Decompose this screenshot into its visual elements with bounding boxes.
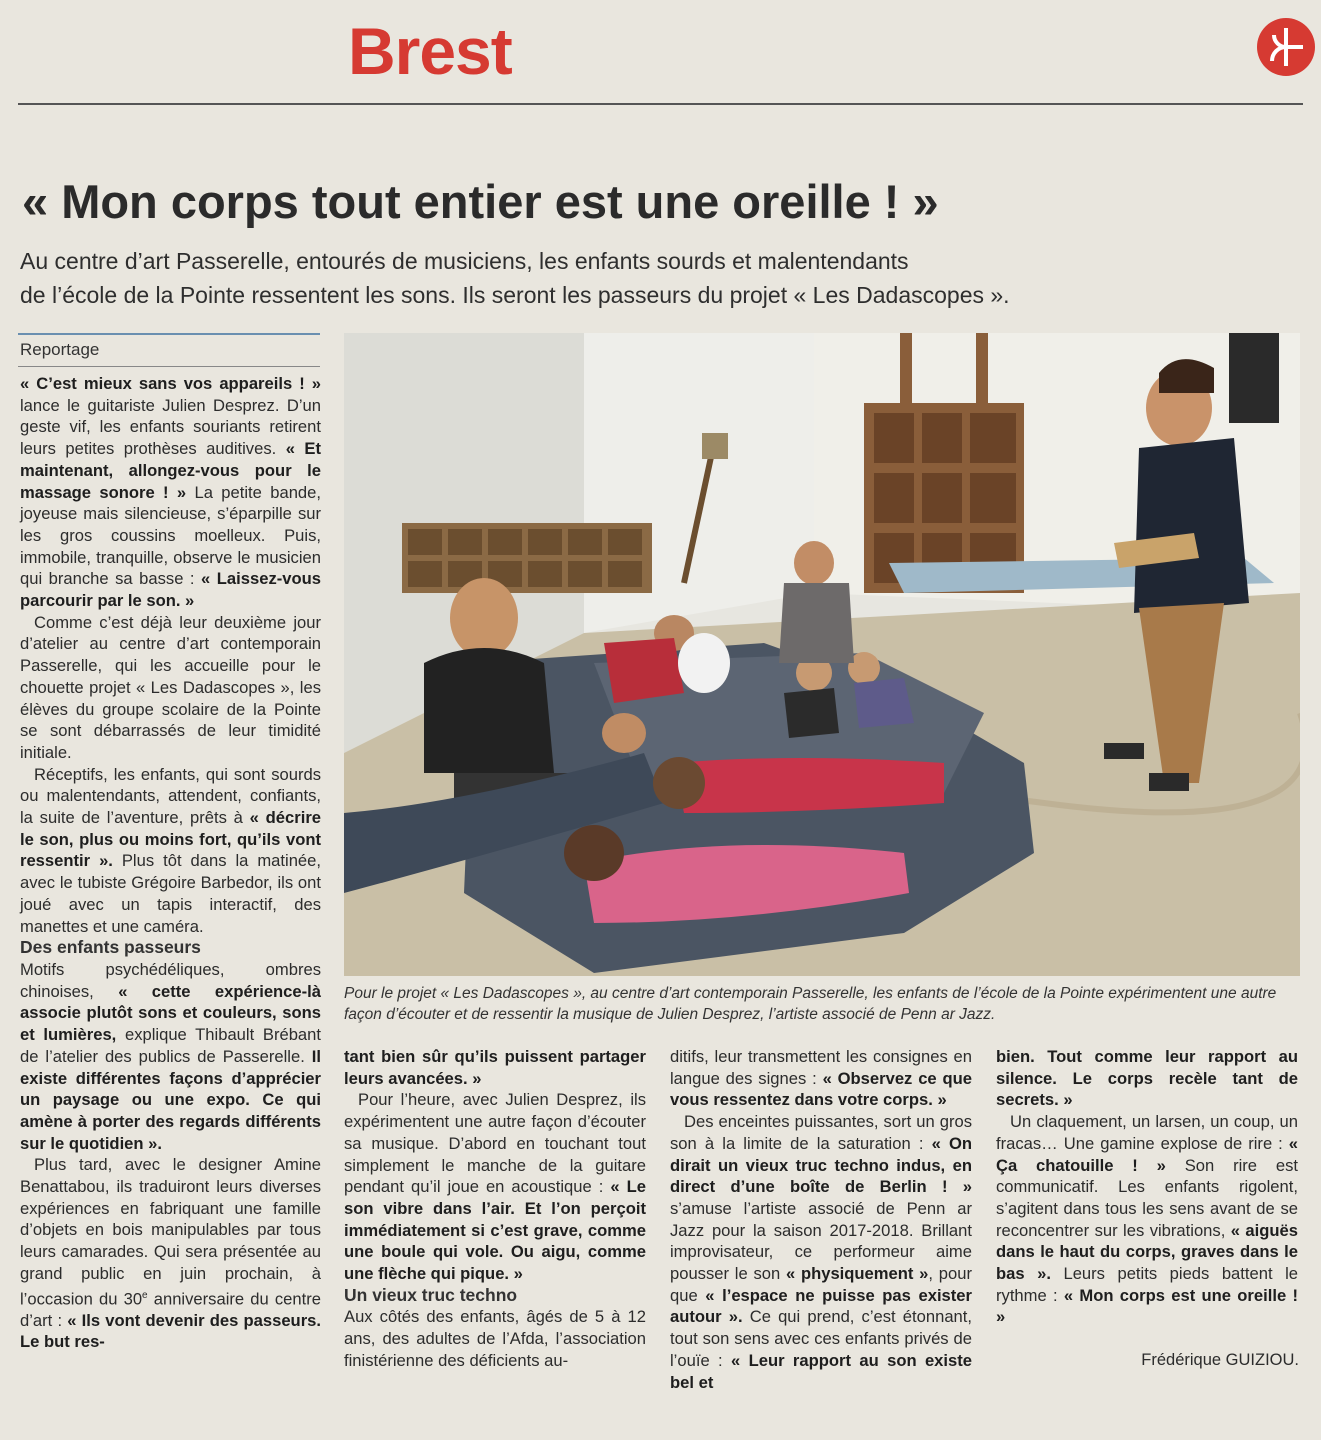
section-title: Brest <box>348 14 512 88</box>
paragraph: Comme c’est déjà leur deuxième jour d’atelier au centre d’art contemporain Passerelle, qui les accueille pour le chouette projet « Les Dadascopes », les élèves du groupe scolaire de la Pointe se sont débarrassés de leur timidité initiale. <box>20 612 321 762</box>
paragraph: bien. Tout comme leur rapport au silence. Le corps recèle tant de secrets. » <box>996 1047 1298 1110</box>
kicker-rule-top <box>18 333 320 335</box>
header-rule <box>18 103 1303 105</box>
paragraph: Un claquement, un larsen, un coup, un fracas… Une gamine explose de rire : « Ça chatouille ! » Son rire est communicatif. Les enfants rigolent, s’agitent dans tous les sens avant de se reconcentrer sur les vibrations, « aiguës dans le haut du corps, graves dans le bas ». Leurs petits pieds battent le rythme : « Mon corps est une oreille ! » <box>996 1112 1298 1327</box>
column-3 <box>670 1046 972 1393</box>
standfirst-line-1: Au centre d’art Passerelle, entourés de musiciens, les enfants sourds et malentendants <box>20 248 909 274</box>
article-photo <box>344 333 1300 976</box>
kicker-rule-bottom <box>18 366 320 367</box>
kicker: Reportage <box>20 340 100 359</box>
paragraph: Pour l’heure, avec Julien Desprez, ils expérimentent une autre façon d’écouter sa musique. D’abord en touchant tout simplement le manche de la guitare pendant qu’il joue en acoustique : « Le son vibre dans l’air. Et l’on perçoit immédiatement si c’est grave, comme une boule qui vole. Ou aigu, comme une flèche qui pique. » <box>344 1090 646 1284</box>
ouest-france-logo-icon <box>1257 18 1315 76</box>
standfirst <box>20 244 1150 312</box>
standfirst-line-2: de l’école de la Pointe ressentent les sons. Ils seront les passeurs du projet « Les Dadascopes ». <box>20 282 1010 308</box>
paragraph: Des enceintes puissantes, sort un gros son à la limite de la saturation : « On dirait un vieux truc techno indus, en direct d’une boîte de Berlin ! » s’amuse l’artiste associé de Penn ar Jazz pour la saison 2017-2018. Brillant improvisateur, ce performeur aime pousser le son « physiquement », pour que « l’espace ne puisse pas exister autour ». Ce qui prend, c’est étonnant, tout son sens avec ces enfants privés de l’ouïe : « Leur rapport au son existe bel et <box>670 1112 973 1392</box>
subhead: Un vieux truc techno <box>344 1284 518 1305</box>
column-4 <box>996 1046 1298 1328</box>
byline: Frédérique GUIZIOU. <box>1141 1351 1299 1369</box>
paragraph: ditifs, leur transmettent les consignes en langue des signes : « Observez ce que vous ressentez dans votre corps. » <box>670 1047 973 1110</box>
headline: « Mon corps tout entier est une oreille ! » <box>22 175 939 228</box>
paragraph: « C’est mieux sans vos appareils ! » lance le guitariste Julien Desprez. D’un geste vif, les enfants souriants retirent leurs petites prothèses auditives. « Et maintenant, allongez-vous pour le massage sonore ! » La petite bande, joyeuse mais silencieuse, s’éparpille sur les gros coussins moelleux. Puis, immobile, tranquille, observe le musicien qui branche sa basse : « Laissez-vous parcourir par le son. » <box>20 374 321 611</box>
paragraph: Plus tard, avec le designer Amine Benattabou, ils traduiront leurs diverses expériences en fabriquant une famille d’objets en bois manipulables par tous leurs camarades. Qui sera présentée au grand public en juin prochain, à l’occasion du 30e anniversaire du centre d’art : « Ils vont devenir des passeurs. Le but res- <box>20 1155 321 1352</box>
paragraph: Aux côtés des enfants, âgés de 5 à 12 ans, des adultes de l’Afda, l’association finistérienne des déficients au- <box>344 1307 646 1370</box>
subhead: Des enfants passeurs <box>20 937 201 958</box>
column-2 <box>344 1046 646 1372</box>
paragraph: Motifs psychédéliques, ombres chinoises, « cette expérience-là associe plutôt sons et couleurs, sons et lumières, explique Thibault Brébant de l’atelier des publics de Passerelle. Il existe différentes façons d’apprécier un paysage ou une expo. Ce qui amène à porter des regards différents sur le quotidien ». <box>20 959 322 1153</box>
paragraph: Réceptifs, les enfants, qui sont sourds ou malentendants, attendent, confiants, la suite de l’aventure, prêts à « décrire le son, plus ou moins fort, qu’ils vont ressentir ». Plus tôt dans la matinée, avec le tubiste Grégoire Barbedor, ils ont joué avec un tapis interactif, des manettes et une caméra. <box>20 764 322 936</box>
photo-caption: Pour le projet « Les Dadascopes », au centre d’art contemporain Passerelle, les enfants de l’école de la Pointe expérimentent une autre façon d’écouter et de ressentir la musique de Julien Desprez, l’artiste associé de Penn ar Jazz. <box>344 985 1277 1023</box>
column-1 <box>20 373 321 1353</box>
paragraph: tant bien sûr qu’ils puissent partager leurs avancées. » <box>344 1047 646 1088</box>
